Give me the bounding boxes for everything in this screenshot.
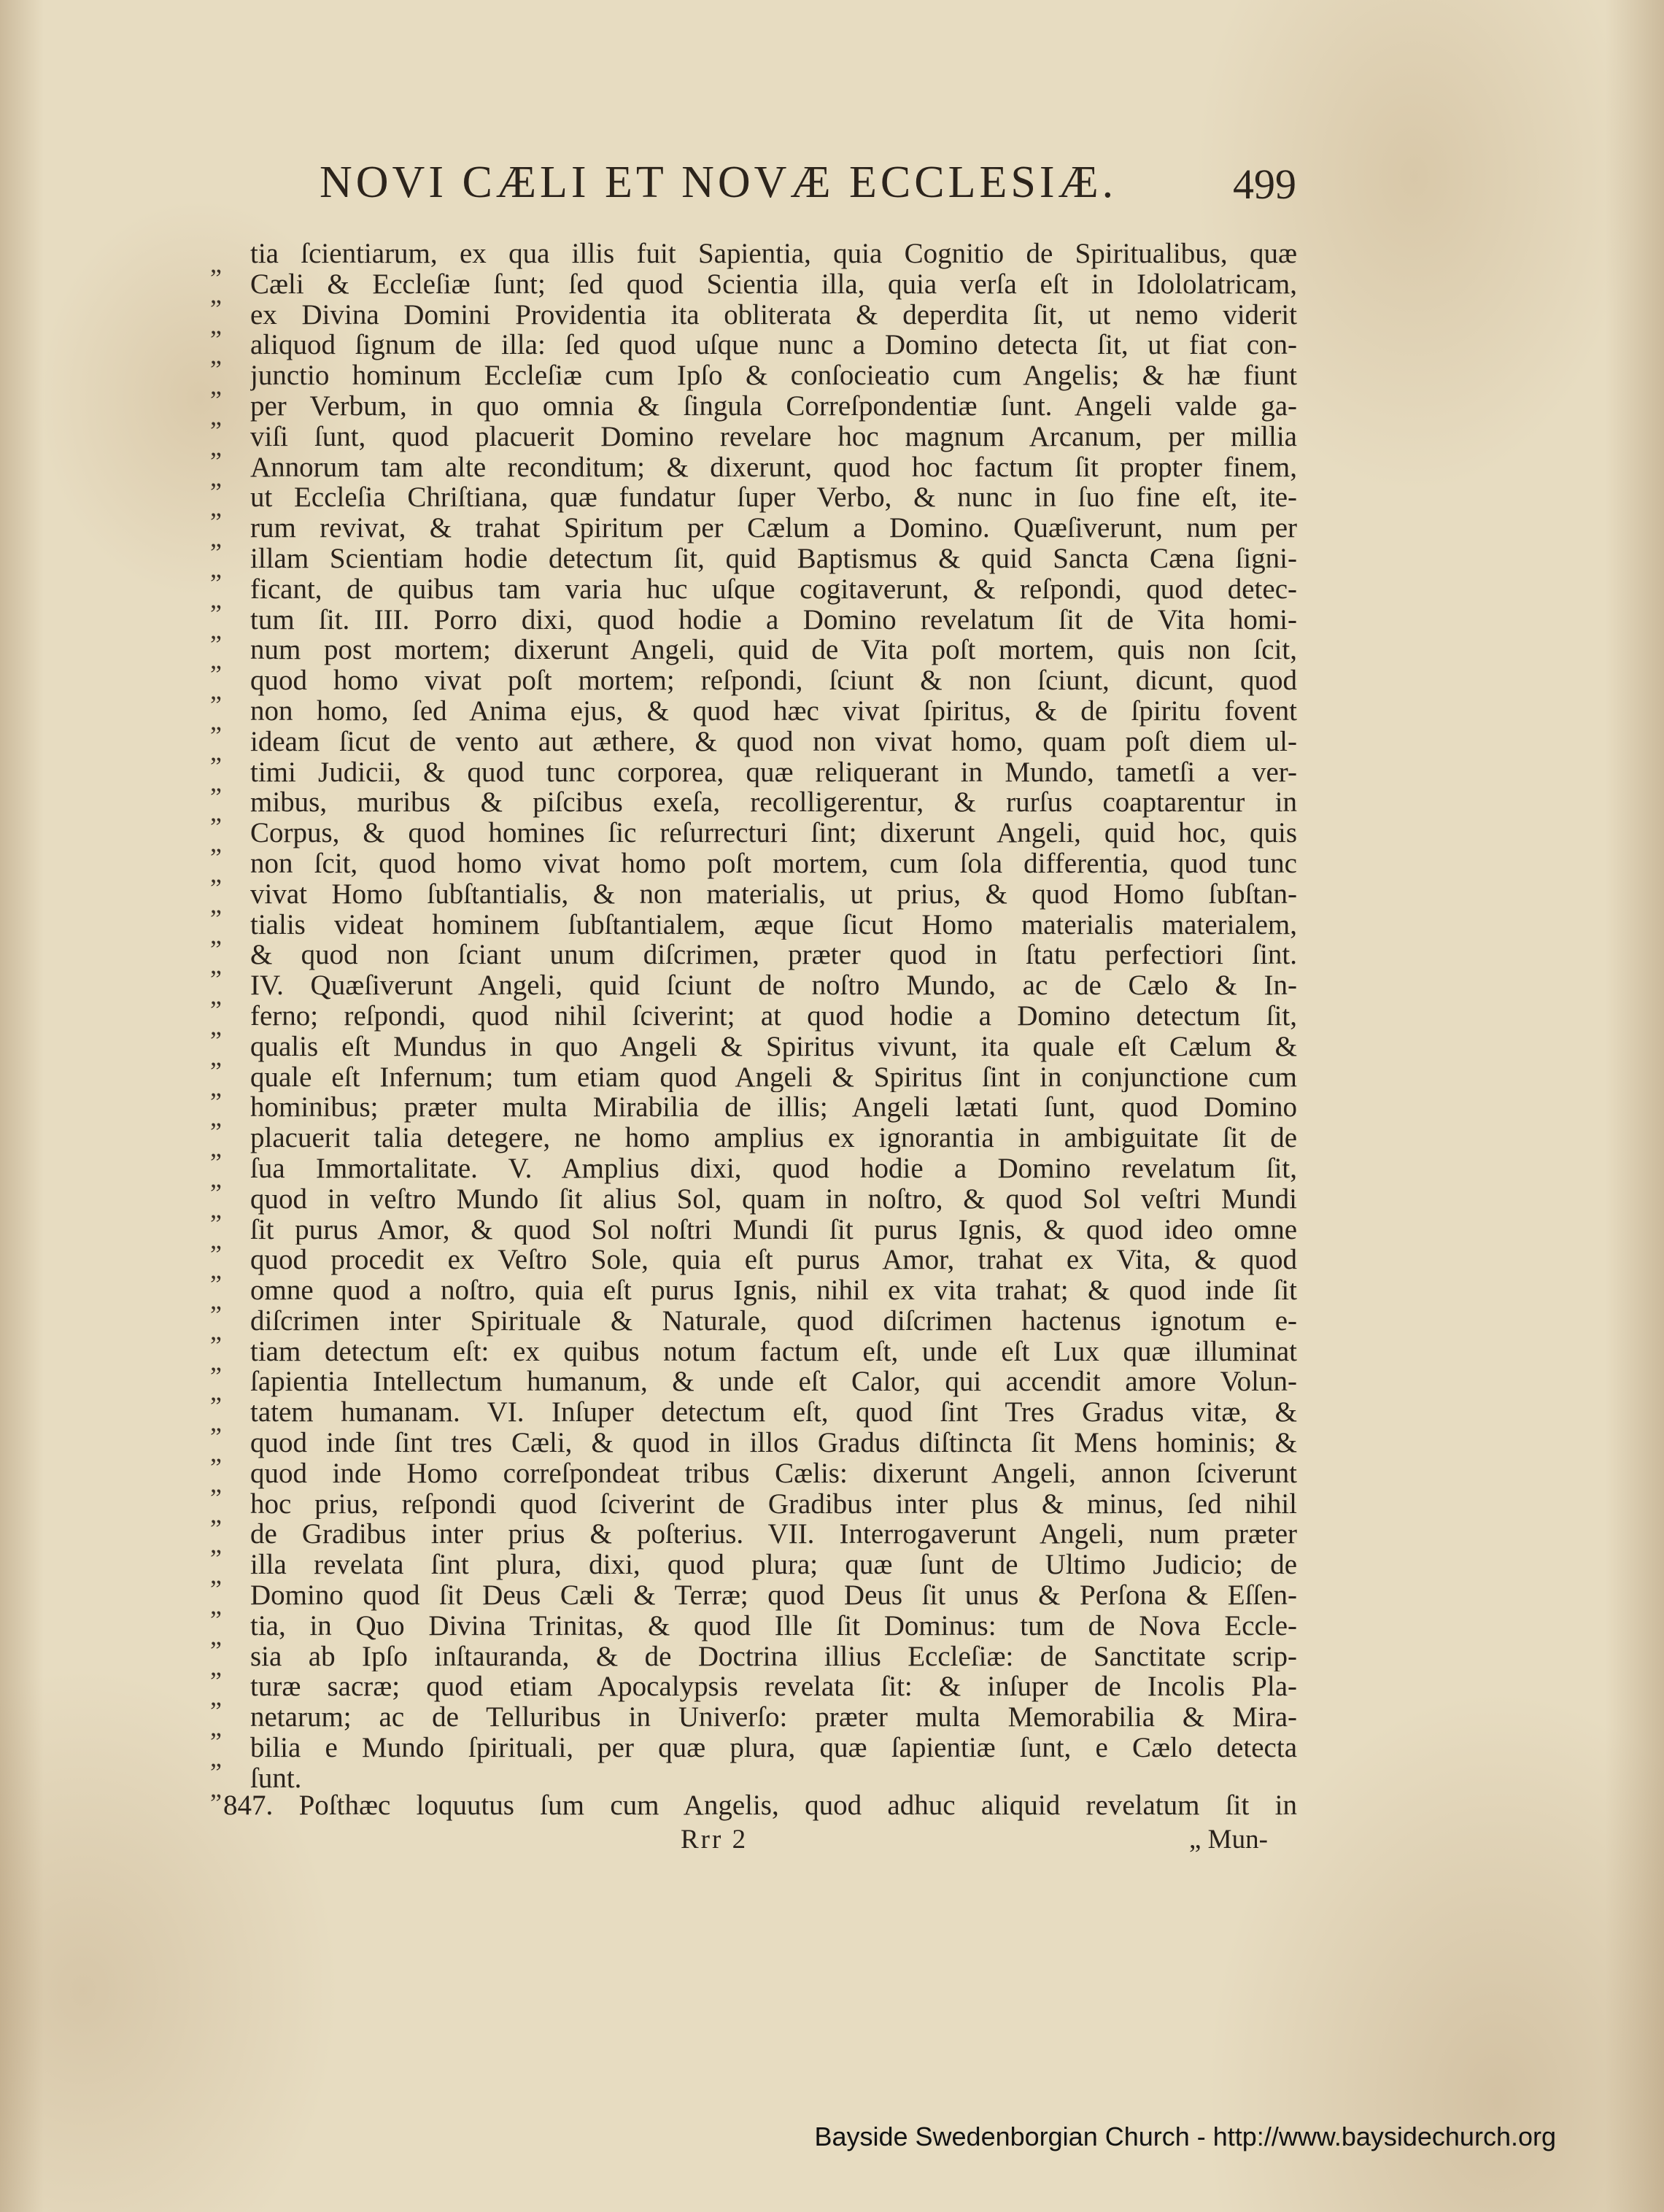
quotation-mark: „ — [210, 889, 222, 919]
text-line: Cæli & Eccleſiæ ſunt; ſed quod Scientia illa, quia verſa eſt in Idololatricam, — [250, 268, 1297, 300]
quotation-mark: „ — [210, 1438, 222, 1468]
quotation-mark: „ — [210, 1560, 222, 1590]
quotation-mark: „ — [210, 1133, 222, 1163]
signature-mark: Rrr 2 — [681, 1825, 748, 1855]
text-line: tum ſit. III. Porro dixi, quod hodie a Domino revelatum ſit de Vita homi- — [250, 604, 1297, 635]
quotation-mark: „ — [210, 1255, 222, 1285]
quotation-mark: „ — [210, 645, 222, 675]
text-line: quod inde ſint tres Cæli, & quod in illos Gradus diſtincta ſit Mens hominis; & — [250, 1428, 1297, 1458]
text-line: netarum; ac de Telluribus in Univerſo: præter multa Memorabilia & Mira- — [250, 1702, 1297, 1733]
text-line: non ſcit, quod homo vivat homo poſt mortem, cum ſola differentia, quod tunc — [250, 848, 1297, 879]
page-number: 499 — [1233, 161, 1296, 208]
quotation-mark: „ — [210, 309, 222, 339]
quotation-mark: „ — [210, 1224, 222, 1254]
quotation-mark: „ — [210, 523, 222, 553]
text-line: quod inde Homo correſpondeat tribus Cælis: dixerunt Angeli, annon ſciverunt — [250, 1458, 1297, 1489]
quotation-mark: „ — [210, 1407, 222, 1437]
quotation-mark: „ — [210, 1285, 222, 1315]
text-line: turæ sacræ; quod etiam Apocalypsis revelata ſit: & inſuper de Incolis Pla- — [250, 1671, 1297, 1703]
quotation-mark: „ — [210, 858, 222, 888]
text-line: tia ſcientiarum, ex qua illis fuit Sapientia, quia Cognitio de Spiritualibus, quæ — [250, 239, 1297, 269]
quotation-mark: „ — [210, 1590, 222, 1620]
quotation-mark: „ — [210, 736, 222, 766]
quotation-mark: „ — [210, 1712, 222, 1742]
text-line: quod in veſtro Mundo ſit alius Sol, quam in noſtro, & quod Sol veſtri Mundi — [250, 1183, 1297, 1215]
quotation-mark: „ — [210, 431, 222, 461]
quotation-mark: „ — [210, 1682, 222, 1712]
quotation-mark: „ — [210, 828, 222, 858]
watermark-credit: Bayside Swedenborgian Church - http://www.baysidechurch.org — [814, 2122, 1556, 2151]
quotation-mark: „ — [210, 797, 222, 827]
text-line: ferno; reſpondi, quod nihil ſciverint; at quod hodie a Domino detectum ſit, — [250, 1000, 1297, 1032]
text-line: hominibus; præter multa Mirabilia de illis; Angeli lætati ſunt, quod Domino — [250, 1092, 1297, 1124]
text-line: tialis videat hominem ſubſtantialem, æque ſicut Homo materialis materialem, — [250, 909, 1297, 940]
quotation-mark: „ — [210, 676, 222, 705]
text-line: per Verbum, in quo omnia & ſingula Correſpondentiæ ſunt. Angeli valde ga- — [250, 390, 1297, 422]
quotation-mark: „ — [210, 1498, 222, 1528]
text-line: num post mortem; dixerunt Angeli, quid de Vita poſt mortem, quis non ſcit, — [250, 635, 1297, 666]
quotation-mark: „ — [210, 614, 222, 644]
text-line: rum revivat, & trahat Spiritum per Cælum a Domino. Quæſiverunt, num per — [250, 513, 1297, 544]
text-line: hoc prius, reſpondi quod ſciverint de Gradibus inter plus & minus, ſed nihil — [250, 1488, 1297, 1520]
quotation-mark: „ — [210, 1102, 222, 1132]
text-line: tiam detectum eſt: ex quibus notum factum eſt, unde eſt Lux quæ illuminat — [250, 1336, 1297, 1367]
text-line: ſit purus Amor, & quod Sol noſtri Mundi ſit purus Ignis, & quod ideo omne — [250, 1214, 1297, 1245]
quotation-mark: „ — [210, 371, 222, 401]
text-line: & quod non ſciant unum diſcrimen, præter quod in ſtatu perfectiori ſint. — [250, 940, 1297, 971]
quotation-mark: „ — [210, 1529, 222, 1559]
quotation-mark: „ — [210, 1072, 222, 1102]
text-line: diſcrimen inter Spirituale & Naturale, quod diſcrimen hactenus ignotum e- — [250, 1305, 1297, 1337]
text-line: IV. Quæſiverunt Angeli, quid ſciunt de noſtro Mundo, ac de Cælo & In- — [250, 970, 1297, 1001]
text-line: vivat Homo ſubſtantialis, & non materialis, ut prius, & quod Homo ſubſtan- — [250, 878, 1297, 910]
text-line: mibus, muribus & piſcibus exeſa, recolligerentur, & rurſus coaptarentur in — [250, 787, 1297, 819]
text-line: sia ab Ipſo inſtauranda, & de Doctrina illius Eccleſiæ: de Sanctitate scrip- — [250, 1641, 1297, 1672]
text-line: viſi ſunt, quod placuerit Domino revelare hoc magnum Arcanum, per millia — [250, 421, 1297, 452]
quotation-mark: „ — [210, 462, 222, 492]
text-line: ficant, de quibus tam varia huc uſque cogitaverunt, & reſpondi, quod detec- — [250, 573, 1297, 605]
quotation-mark: „ — [210, 401, 222, 430]
text-line: ex Divina Domini Providentia ita obliterata & deperdita ſit, ut nemo viderit — [250, 299, 1297, 330]
text-line: de Gradibus inter prius & poſterius. VII. Interrogaverunt Angeli, num præter — [250, 1519, 1297, 1550]
quotation-mark: „ — [210, 1041, 222, 1071]
text-line: quod homo vivat poſt mortem; reſpondi, ſciunt & non ſciunt, dicunt, quod — [250, 665, 1297, 696]
text-line: quod procedit ex Veſtro Sole, quia eſt purus Amor, trahat ex Vita, & quod — [250, 1245, 1297, 1276]
text-line: Annorum tam alte reconditum; & dixerunt, quod hoc factum ſit propter finem, — [250, 452, 1297, 483]
text-line: ut Eccleſia Chriſtiana, quæ fundatur ſuper Verbo, & nunc in ſuo fine eſt, ite- — [250, 482, 1297, 514]
quotation-mark: „ — [210, 249, 222, 278]
text-line: bilia e Mundo ſpirituali, per quæ plura, quæ ſapientiæ ſunt, e Cælo detecta — [250, 1733, 1297, 1763]
quotation-mark: „ — [210, 1377, 222, 1407]
text-line: illa revelata ſint plura, dixi, quod plura; quæ ſunt de Ultimo Judicio; de — [250, 1550, 1297, 1581]
text-line: timi Judicii, & quod tunc corporea, quæ reliquerant in Mundo, tametſi a ver- — [250, 757, 1297, 788]
page-header — [320, 157, 1341, 230]
quotation-mark: „ — [210, 1163, 222, 1193]
text-line: ideam ſicut de vento aut æthere, & quod non vivat homo, quam poſt diem ul- — [250, 726, 1297, 757]
quotation-mark: „ — [210, 1010, 222, 1040]
text-line: junctio hominum Eccleſiæ cum Ipſo & conſocieatio cum Angelis; & hæ fiunt — [250, 360, 1297, 391]
quotation-mark: „ — [210, 919, 222, 949]
quotation-mark-column — [210, 249, 247, 1804]
text-line: Corpus, & quod homines ſic reſurrecturi ſint; dixerunt Angeli, quid hoc, quis — [250, 818, 1297, 848]
text-line: tia, in Quo Divina Trinitas, & quod Ille ſit Dominus: tum de Nova Eccle- — [250, 1610, 1297, 1641]
text-line: tatem humanam. VI. Inſuper detectum eſt, quod ſint Tres Gradus vitæ, & — [250, 1397, 1297, 1428]
running-head: NOVI CÆLI ET NOVÆ ECCLESIÆ. — [320, 158, 1118, 207]
quotation-mark: „ — [210, 1651, 222, 1681]
quotation-mark: „ — [210, 340, 222, 370]
text-line: non homo, ſed Anima ejus, & quod hæc vivat ſpiritus, & de ſpiritu fovent — [250, 695, 1297, 727]
body-text — [250, 239, 1297, 1794]
quotation-mark: „ — [210, 1620, 222, 1650]
quotation-mark: „ — [210, 1773, 222, 1803]
quotation-mark: „ — [210, 767, 222, 797]
quotation-mark: „ — [210, 1315, 222, 1345]
quotation-mark: „ — [210, 553, 222, 583]
quotation-mark: „ — [210, 584, 222, 614]
text-line: qualis eſt Mundus in quo Angeli & Spiritus vivunt, ita quale eſt Cælum & — [250, 1031, 1297, 1062]
quotation-mark: „ — [210, 950, 222, 980]
quotation-mark: „ — [210, 492, 222, 522]
text-line: aliquod ſignum de illa: ſed quod uſque nunc a Domino detecta ſit, ut fiat con- — [250, 330, 1297, 361]
text-line: ſapientia Intellectum humanum, & unde eſt Calor, qui accendit amore Volun- — [250, 1366, 1297, 1398]
text-line: ſunt. — [250, 1763, 302, 1794]
quotation-mark: „ — [210, 981, 222, 1010]
catchword: „ Mun- — [1189, 1825, 1268, 1855]
quotation-mark: „ — [210, 1468, 222, 1498]
text-line: placuerit talia detegere, ne homo amplius ex ignorantia in ambiguitate ſit de — [250, 1123, 1297, 1153]
text-line: Domino quod ſit Deus Cæli & Terræ; quod Deus ſit unus & Perſona & Eſſen- — [250, 1580, 1297, 1611]
quotation-mark: „ — [210, 1743, 222, 1773]
text-line: omne quod a noſtro, quia eſt purus Ignis, nihil ex vita trahat; & quod inde ſit — [250, 1275, 1297, 1306]
text-line: ſua Immortalitate. V. Amplius dixi, quod hodie a Domino revelatum ſit, — [250, 1153, 1297, 1184]
quotation-mark: „ — [210, 1194, 222, 1223]
paragraph-847-opening: 847. Poſthæc loquutus ſum cum Angelis, quod adhuc aliquid revelatum ſit in — [223, 1790, 1297, 1821]
text-line: quale eſt Infernum; tum etiam quod Angeli & Spiritus ſint in conjunctione cum — [250, 1061, 1297, 1093]
text-line: illam Scientiam hodie detectum ſit, quid Baptismus & quid Sancta Cæna ſigni- — [250, 543, 1297, 574]
quotation-mark: „ — [210, 279, 222, 309]
quotation-mark: „ — [210, 1346, 222, 1376]
quotation-mark: „ — [210, 705, 222, 735]
